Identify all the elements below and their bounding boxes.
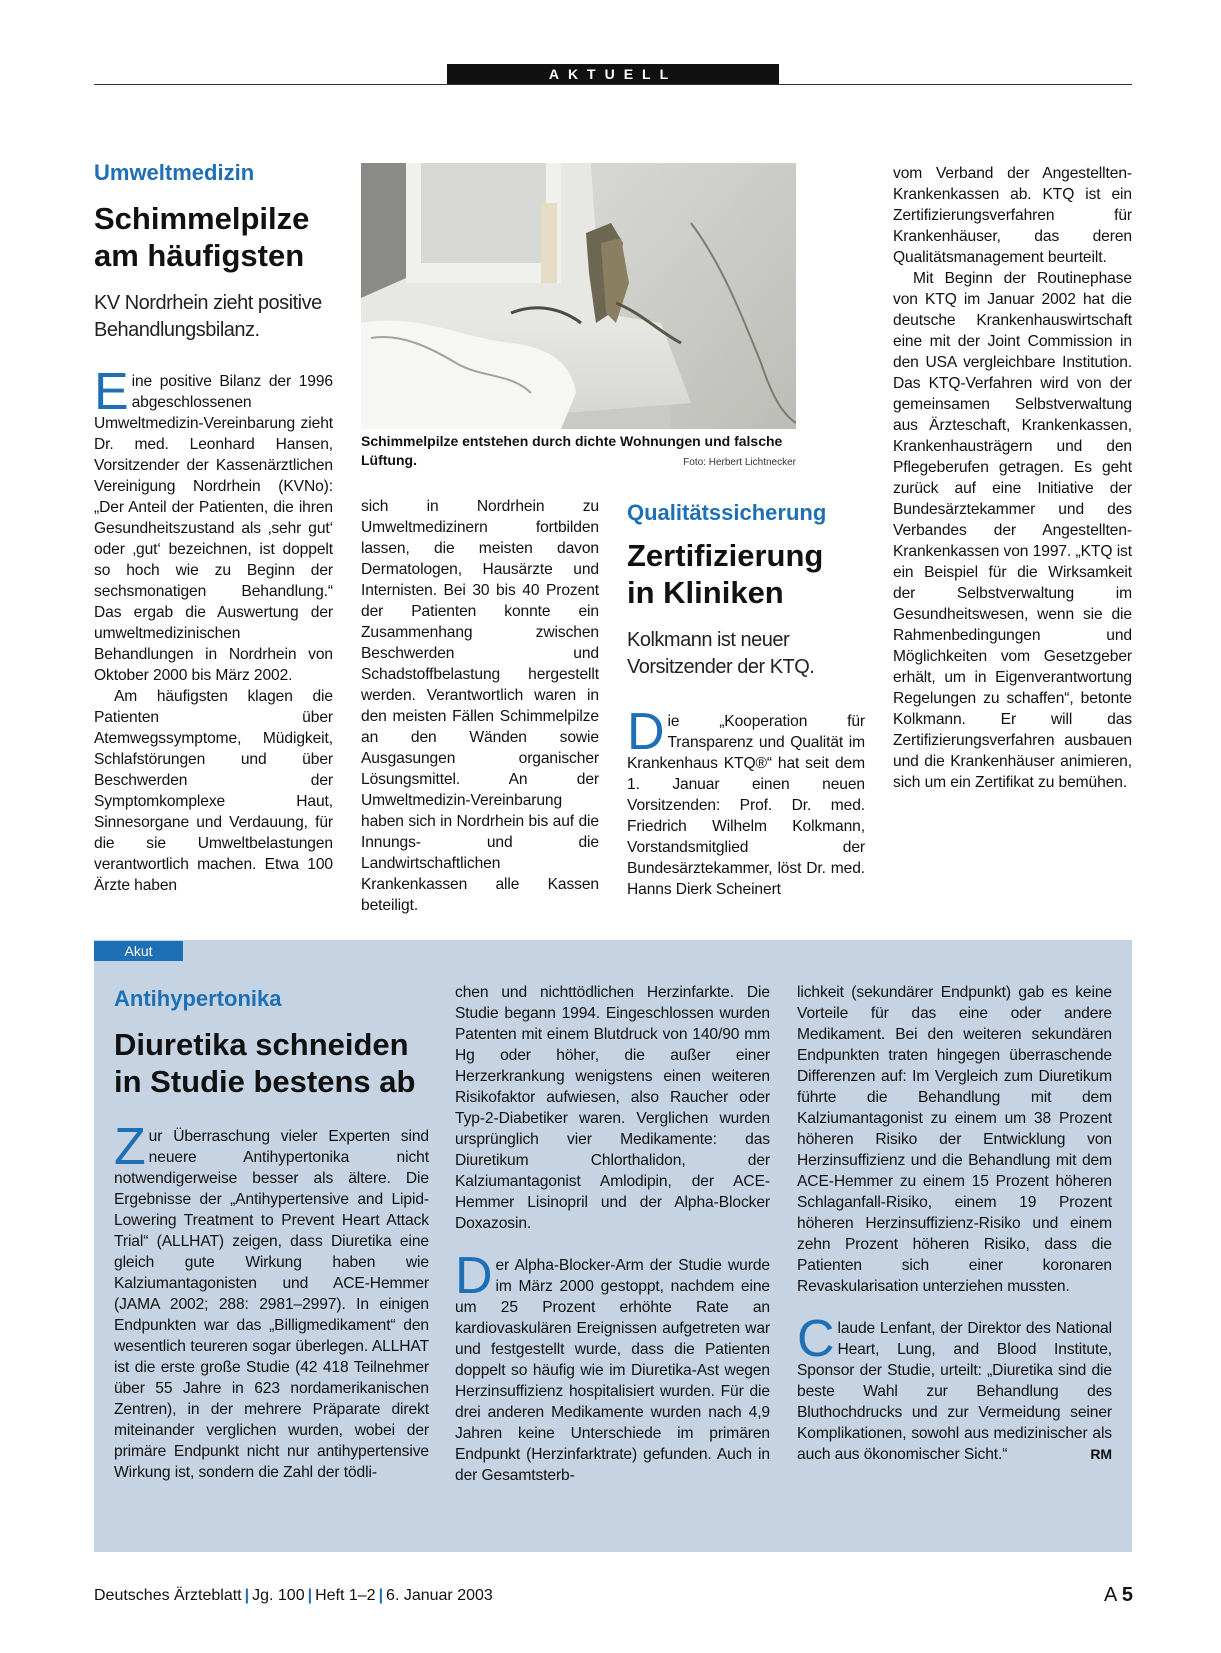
article2-column1 (627, 703, 865, 900)
article1-kicker: Umweltmedizin (94, 160, 255, 185)
article2-paragraph1 (627, 703, 865, 900)
author-initials: RM (1090, 1446, 1112, 1462)
article1-p1-text: ine positive Bilanz der 1996 abgeschlossenen Umweltmedizin-Vereinbarung zieht Dr. med. Leonhard Hansen, Vorsitzender der Kassenärztlichen Vereinigung Nordrhein (KVNo): „Der Anteil der Patienten, die ihren Gesundheitszustand als ‚sehr gut‘ oder ‚gut‘ bezeichnen, ist doppelt so hoch wie zu Beginn der sechsmonatigen Behandlung.“ Das ergab die Auswertung der umweltmedizinischen Behandlungen in Nordrhein von Oktober 2000 bis März 2002. (94, 373, 333, 684)
article2-p1-text: ie „Kooperation für Transparenz und Qualität im Krankenhaus KTQ®“ hat seit dem 1. Januar einen neuen Vorsitzenden: Prof. Dr. med. Friedrich Wilhelm Kolkmann, Vorstandsmitglied der Bundesärztekammer, löst Dr. med. Hanns Dierk Scheinert (627, 713, 865, 898)
article2-paragraph3: Mit Beginn der Routinephase von KTQ im Januar 2002 hat die deutsche Krankenhauswirtschaft eine mit der Joint Commission in den USA vergleichbare Institution. Das KTQ-Verfahren wird von der gemeinsamen Selbstverwaltung aus Ärzteschaft, Krankenkassen, Krankenhausträgern und den Pflegeberufen getragen. Es geht zurück auf eine Initiative der Bundesärztekammer und des Verbandes der Angestellten-Krankenkassen von 1997. „KTQ ist ein Beispiel für die Wirksamkeit der Selbstverwaltung im Gesundheitswesen, wenn sie die Rahmenbedingungen und Möglichkeiten vom Gesetzgeber erhält, um in Eigenverantwortung Regelungen zu schaffen“, betonte Kolkmann. Er will das Zertifizierungsverfahren ausbauen und die Krankenhäuser animieren, sich um ein Zertifikat zu bemühen. (893, 270, 1132, 791)
article3-paragraph4: lichkeit (sekundärer Endpunkt) gab es keine Vorteile für das eine oder andere Medikament. Bei den weiteren sekundären Endpunkten traten hingegen überraschende Differenzen auf: Im Vergleich zum Diuretikum führte die Behandlung mit dem Kalziumantagonist zu einem um 38 Prozent höheren Risiko der Entwicklung von Herzinsuffizienz und die Behandlung mit dem ACE-Hemmer zu einem 15 Prozent höheren Schlaganfall-Risiko, einem 19 Prozent höheren Herzinsuffizienz-Risiko und einem zehn Prozent höheren Risiko, dass die Patienten sich einer koronaren Revaskularisation unterziehen mussten. (797, 984, 1112, 1295)
article2-title (627, 537, 823, 611)
article3-title-line2: in Studie bestens ab (114, 1064, 416, 1099)
akut-tag: Akut (94, 941, 183, 961)
article3-title (114, 1026, 415, 1100)
article1-paragraph2: Am häufigsten klagen die Patienten über Atemwegssymptome, Müdigkeit, Schlafstörungen und über Beschwerden der Symptomkomplexe Haut, Sinnesorgane und Verdauung, für die sie Umweltbelastungen verantwortlich machen. Etwa 100 Ärzte haben (94, 688, 333, 894)
footer (94, 1587, 493, 1605)
article2-title-line2: in Kliniken (627, 575, 784, 610)
article1-paragraph1 (94, 363, 333, 686)
page-number-value: 5 (1121, 1584, 1133, 1606)
page-prefix: A (1104, 1584, 1117, 1606)
article3-p5-text: laude Lenfant, der Direktor des National Heart, Lung, and Blood Institute, Sponsor der Studie, urteilt: „Diuretika sind die beste Wahl zur Behandlung des Bluthochdrucks und zur Vermeidung seiner Komplikationen, sowohl aus medizinischer als auch aus ökonomischer Sicht.“ (797, 1320, 1112, 1463)
article3-p3-text: er Alpha-Blocker-Arm der Studie wurde im März 2000 gestoppt, nachdem eine um 25 Prozent erhöhte Rate an kardiovaskulären Ereignissen aufgetreten war und festgestellt wurde, dass die Patienten doppelt so häufig wie im Diuretika-Ast wegen Herzinsuffizienz hospitalisiert wurden. Für die drei anderen Medikamente wurden nach 4,9 Jahren keine Unterschiede im primären Endpunkt (Herzinfarktrate) gefunden. Auch in der Gesamtsterb- (455, 1257, 770, 1484)
footer-issue: Heft 1–2 (315, 1587, 376, 1604)
article3-column3 (797, 982, 1112, 1465)
footer-separator: | (244, 1587, 250, 1604)
article3-paragraph1 (114, 1118, 429, 1483)
mold-photo-image (361, 163, 796, 429)
article2-subtitle: Kolkmann ist neuer Vorsitzender der KTQ. (627, 629, 815, 678)
photo-caption: Schimmelpilze entstehen durch dichte Wohnungen und falsche Lüftung. (361, 433, 783, 468)
article1-title-line1: Schimmelpilze (94, 201, 310, 236)
article3-title-line1: Diuretika schneiden (114, 1027, 409, 1062)
page-number (1104, 1584, 1133, 1607)
article1-title (94, 200, 309, 274)
article1-subtitle: KV Nordrhein zieht positive Behandlungsbilanz. (94, 292, 322, 341)
article3-dropcap3: C (797, 1310, 835, 1368)
photo-credit: Foto: Herbert Lichtnecker (683, 457, 796, 468)
article1-dropcap: E (94, 363, 129, 421)
article2-dropcap: D (627, 703, 665, 761)
article1-column1 (94, 363, 333, 896)
footer-date: 6. Januar 2003 (386, 1587, 493, 1604)
footer-journal: Deutsches Ärzteblatt (94, 1587, 242, 1604)
article3-paragraph5 (797, 1310, 1112, 1465)
article3-dropcap1: Z (114, 1118, 146, 1176)
article3-paragraph2: chen und nichttödlichen Herzinfarkte. Die Studie begann 1994. Eingeschlossen wurden Patenten mit einem Blutdruck von 140/90 mm Hg oder höher, die außer einer Herzerkrankung wenigstens einen weiteren Risikofaktor aufwiesen, also Raucher oder Typ-2-Diabetiker waren. Verglichen wurden ursprünglich vier Medikamente: das Diuretikum Chlorthalidon, der Kalziumantagonist Amlodipin, der ACE-Hemmer Lisinopril und der Alpha-Blocker Doxazosin. (455, 984, 770, 1232)
article2-paragraph2: vom Verband der Angestellten-Krankenkassen ab. KTQ ist ein Zertifizierungsverfahren für Krankenhäuser, das deren Qualitätsmanagement beurteilt. (893, 165, 1132, 266)
article3-column1 (114, 1118, 429, 1483)
article3-dropcap2: D (455, 1247, 493, 1305)
article2-column2 (893, 163, 1132, 793)
article3-column2 (455, 982, 770, 1486)
footer-separator: | (307, 1587, 313, 1604)
article3-kicker: Antihypertonika (114, 986, 282, 1011)
article1-paragraph3: sich in Nordrhein zu Umweltmedizinern fortbilden lassen, die meisten davon Dermatologen, Hausärzte und Internisten. Bei 30 bis 40 Prozent der Patienten konnte ein Zusammenhang zwischen Beschwerden und Schadstoffbelastung hergestellt werden. Verantwortlich waren in den meisten Fällen Schimmelpilze an den Wänden sowie Ausgasungen organischer Lösungsmittel. An der Umweltmedizin-Vereinbarung haben sich in Nordrhein bis auf die Innungs- und die Landwirtschaftlichen Krankenkassen alle Kassen beteiligt. (361, 498, 599, 914)
article2-title-line1: Zertifizierung (627, 538, 824, 573)
header-rule (94, 84, 1132, 85)
footer-separator: | (378, 1587, 384, 1604)
mold-photo (361, 163, 796, 429)
article2-kicker: Qualitätssicherung (627, 500, 827, 525)
article1-title-line2: am häufigsten (94, 238, 305, 273)
footer-volume: Jg. 100 (252, 1587, 305, 1604)
article3-paragraph3 (455, 1247, 770, 1486)
article3-p1-text: ur Überraschung vieler Experten sind neuere Antihypertonika nicht notwendigerweise besser als ältere. Die Ergebnisse der „Antihypertensive and Lipid-Lowering Treatment to Prevent Heart Attack Trial“ (ALLHAT) zeigen, dass Diuretika eine gleich gute Wirkung haben wie Kalziumantagonisten und ACE-Hemmer (JAMA 2002; 288: 2981–2997). In einigen Endpunkten war das „Billigmedikament“ den wesentlich teureren sogar überlegen. ALLHAT ist die erste große Studie (42 418 Teilnehmer über 55 Jahre in 623 nordamerikanischen Zentren), in der mehrere Präparate direkt miteinander verglichen wurden, wobei der primäre Endpunkt nicht nur antihypertensive Wirkung ist, sondern die Zahl der tödli- (114, 1128, 429, 1481)
article1-column2 (361, 496, 599, 916)
section-header: AKTUELL (447, 64, 779, 85)
